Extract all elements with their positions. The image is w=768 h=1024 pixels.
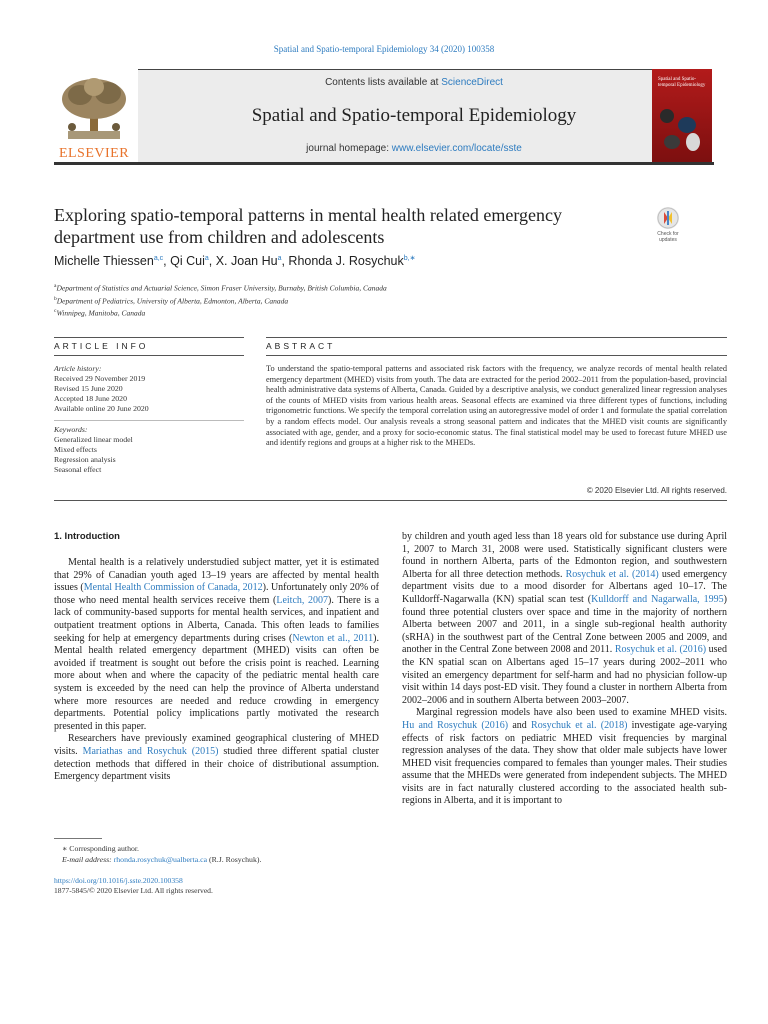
author-name[interactable]: Michelle Thiessen xyxy=(54,254,154,269)
author-separator: , xyxy=(208,254,216,269)
citation-link[interactable]: Leitch, 2007 xyxy=(276,594,329,606)
contents-prefix: Contents lists available at xyxy=(325,77,442,88)
author-separator: , xyxy=(281,254,289,269)
masthead-bottom-rule xyxy=(54,162,714,165)
publication-footer xyxy=(54,876,374,896)
cover-graphic xyxy=(664,135,680,149)
email-suffix: (R.J. Rosychuk). xyxy=(207,854,262,864)
journal-reference[interactable]: Spatial and Spatio-temporal Epidemiology 34 (2020) 100358 xyxy=(273,44,495,54)
body-text: by children and youth aged less than 18 years old for substance use during April 1, 2007 to March 31, 2008 were used. Statistically significant clusters were found in northern Alberta, parts of the Edmonton region, and southwestern Alberta for all three detection methods. xyxy=(402,531,727,580)
footnote-rule xyxy=(54,838,102,839)
homepage-line xyxy=(138,143,690,154)
elsevier-logo[interactable] xyxy=(54,75,134,163)
affiliation-text: Winnipeg, Manitoba, Canada xyxy=(56,308,146,318)
author-affiliation-marker[interactable]: a xyxy=(277,255,282,262)
body-text: studied three different spatial cluster detection methods that differed in their choice of distributional assumption. Emergency department visits xyxy=(54,745,379,783)
keywords-label: Keywords: xyxy=(54,425,88,434)
body-paragraph xyxy=(54,557,379,733)
affiliation-line xyxy=(54,306,654,319)
body-text: used emergency department visits due to a mood disorder for Albertans aged 10–17. The Kulldorff-Nagarwalla (KN) spatial scan test ( xyxy=(402,568,727,605)
history-entry: Revised 15 June 2020 xyxy=(54,384,123,393)
email-link[interactable]: rhonda.rosychuk@ualberta.ca xyxy=(113,854,208,864)
check-for-updates-badge[interactable] xyxy=(649,207,687,243)
author-name[interactable]: X. Joan Hu xyxy=(215,254,278,269)
crossmark-icon xyxy=(657,207,679,229)
citation-link[interactable]: Rosychuk et al. (2016) xyxy=(614,644,707,656)
author-affiliation-marker[interactable]: a,c xyxy=(153,255,164,262)
author-affiliation-marker[interactable]: b,∗ xyxy=(403,255,416,262)
keyword-entry: Mixed effects xyxy=(54,445,97,454)
abstract-heading: ABSTRACT xyxy=(266,341,336,351)
history-entry: Available online 20 June 2020 xyxy=(54,404,149,413)
abstract-text: To understand the spatio-temporal patterns and associated risk factors with the frequency, we analyze records of mental health related emergency department (MHED) visits from youth. The data are extracted for the period 2002–2011 from the population-based, provincial health administrative data systems of Alberta, Canada. Guided by a descriptive analysis, we conduct generalized linear regression analyses of the counts of MHED visits from various health areas. Seasonal effects are examined via three different types of functions, including trigonometric functions. We specify the temporal correlation using an autoregressive model of order 1 and formulate the spatial correlation by a random effects model. Our analysis reveals a strong seasonal pattern and indicates that the MHED visit counts are significantly associated with age, gender, and a proxy for socio-economic status. The final statistical model may be used to forecast future MHED use and identify regions and groups at a higher risk to the MHEDs. xyxy=(266,364,727,448)
masthead-top-rule xyxy=(138,69,690,70)
body-text: investigate age-varying effects of risk factors on pediatric MHED visit frequencies by marginal regression analyses of the data. They show that older male subjects have lower MHED visit frequencies compared to females than younger males. Their studies assume that the MHEDs were generated from independent subjects. The MHED visits are in fact naturally clustered according to the associated health sub-regions in Alberta, and it is important to xyxy=(402,719,727,807)
body-paragraph xyxy=(402,707,727,808)
cover-graphic xyxy=(686,133,700,151)
citation-link[interactable]: Newton et al., 2011 xyxy=(292,632,374,644)
author-affiliation-marker[interactable]: a xyxy=(204,255,209,262)
journal-cover-thumbnail[interactable] xyxy=(652,69,712,163)
body-text: Mental health is a relatively understudied subject matter, yet it is estimated that 29% of Canadian youth aged 13–19 years are affected by mental health issues ( xyxy=(54,557,379,594)
homepage-prefix: journal homepage: xyxy=(306,143,392,154)
affiliation-line xyxy=(54,281,654,294)
footnotes xyxy=(62,844,382,865)
keyword-entry: Generalized linear model xyxy=(54,435,133,444)
journal-masthead xyxy=(54,69,714,163)
body-paragraph xyxy=(54,733,379,783)
citation-link[interactable]: Mental Health Commission of Canada, 2012 xyxy=(83,582,263,594)
body-text: Researchers have previously examined geographical clustering of MHED visits. xyxy=(54,733,379,757)
keyword-entry: Regression analysis xyxy=(54,455,116,464)
affiliation-marker: c xyxy=(54,308,57,314)
corresponding-author-note: ∗ Corresponding author. xyxy=(62,844,139,853)
citation-link[interactable]: Rosychuk et al. (2014) xyxy=(565,568,659,580)
history-entry: Accepted 18 June 2020 xyxy=(54,394,127,403)
elsevier-tree-icon xyxy=(58,75,130,141)
email-label: E-mail address: xyxy=(62,854,114,864)
citation-link[interactable]: Rosychuk et al. (2018) xyxy=(531,719,628,731)
citation-link[interactable]: Kulldorff and Nagarwalla, 1995 xyxy=(591,593,724,605)
homepage-link[interactable]: www.elsevier.com/locate/sste xyxy=(391,143,522,154)
email-note xyxy=(62,855,382,866)
elsevier-wordmark: ELSEVIER xyxy=(58,146,130,161)
article-title: Exploring spatio-temporal patterns in mental health related emergency department use from children and adolescents xyxy=(54,205,562,247)
cover-graphic xyxy=(678,117,696,133)
author-separator: , xyxy=(163,254,171,269)
affiliation-marker: a xyxy=(54,283,57,289)
issn-copyright-line: 1877-5845/© 2020 Elsevier Ltd. All rights reserved. xyxy=(54,886,213,895)
author-name[interactable]: Rhonda J. Rosychuk xyxy=(288,254,404,269)
body-text: ). Unfortunately only 20% of those who need mental health services receive them ( xyxy=(54,582,379,606)
body-column-right xyxy=(402,531,727,808)
affiliations xyxy=(54,281,654,319)
abstract-rule xyxy=(266,337,727,338)
history-entry: Received 29 November 2019 xyxy=(54,374,146,383)
citation-link[interactable]: Mariathas and Rosychuk (2015) xyxy=(82,745,219,757)
author-name[interactable]: Qi Cui xyxy=(170,254,205,269)
article-info-heading: ARTICLE INFO xyxy=(54,341,149,351)
citation-link[interactable]: Hu and Rosychuk (2016) xyxy=(402,719,509,731)
body-text: ). Mental health related emergency department (MHED) visits can often be avoided if treatment is sought out before the crisis point is reached. Learning more about when and where the capacity of the pediatric mental health care system is exceeded by the need can help the province of Alberta understand where more resources are needed and reduce crowding in emergency departments. Potential policy implications partly motivated the research presented in this paper. xyxy=(54,632,379,732)
article-history xyxy=(54,364,244,414)
affiliation-line xyxy=(54,294,654,307)
history-label: Article history: xyxy=(54,364,102,373)
body-paragraph xyxy=(402,531,727,707)
keywords xyxy=(54,425,244,475)
keywords-rule xyxy=(54,420,244,421)
affiliation-text: Department of Statistics and Actuarial Science, Simon Fraser University, Burnaby, British Columbia, Canada xyxy=(56,283,387,293)
body-text: ). There is a lack of community-based supports for mental health services, and inpatient and outpatient treatment options in Alberta, Canada. This often leads to families seeking for help at emergency departments during crises ( xyxy=(54,594,380,644)
section-heading-introduction: 1. Introduction xyxy=(54,531,120,542)
body-text: and xyxy=(508,719,532,731)
check-for-updates-label: Check for updates xyxy=(657,231,679,243)
article-info-rule-lower xyxy=(54,355,244,356)
article-info-rule xyxy=(54,337,244,338)
abstract-copyright: © 2020 Elsevier Ltd. All rights reserved. xyxy=(586,486,727,495)
doi-link[interactable]: https://doi.org/10.1016/j.sste.2020.100358 xyxy=(54,876,183,885)
body-text: ) found three potential clusters over space and time in the majority of northern Alberta between 2007 and 2011, in a single sub-regional health authority (sRHA) in the southwest part of the Central Zone between 2005 and 2009, and another in the Central Zone between 2008 and 2011. xyxy=(402,593,727,656)
body-column-left xyxy=(54,557,379,784)
cover-graphic xyxy=(660,109,674,123)
keyword-entry: Seasonal effect xyxy=(54,465,102,474)
sciencedirect-link[interactable]: ScienceDirect xyxy=(441,77,503,88)
abstract-bottom-rule xyxy=(54,500,727,501)
affiliation-text: Department of Pediatrics, University of Alberta, Edmonton, Alberta, Canada xyxy=(56,296,289,305)
cover-title: Spatial and Spatio-temporal Epidemiology xyxy=(658,77,706,88)
journal-name[interactable]: Spatial and Spatio-temporal Epidemiology xyxy=(251,105,577,126)
affiliation-marker: b xyxy=(54,295,57,302)
contents-line xyxy=(138,77,690,88)
crossmark-glyph-icon xyxy=(657,207,679,229)
body-text: Marginal regression models have also been used to examine MHED visits. xyxy=(416,707,727,719)
author-list xyxy=(54,254,654,268)
body-text: used the KN spatial scan on Albertans aged 15–17 years during 2002–2011 who visited an emergency department for self-harm and had no physician follow-up visit within 14 days post-ED visit. They found a cluster in northern Alberta from 2002–2006 and in southern Alberta between 2003–2007. xyxy=(402,644,727,706)
abstract-rule-lower xyxy=(266,355,727,356)
